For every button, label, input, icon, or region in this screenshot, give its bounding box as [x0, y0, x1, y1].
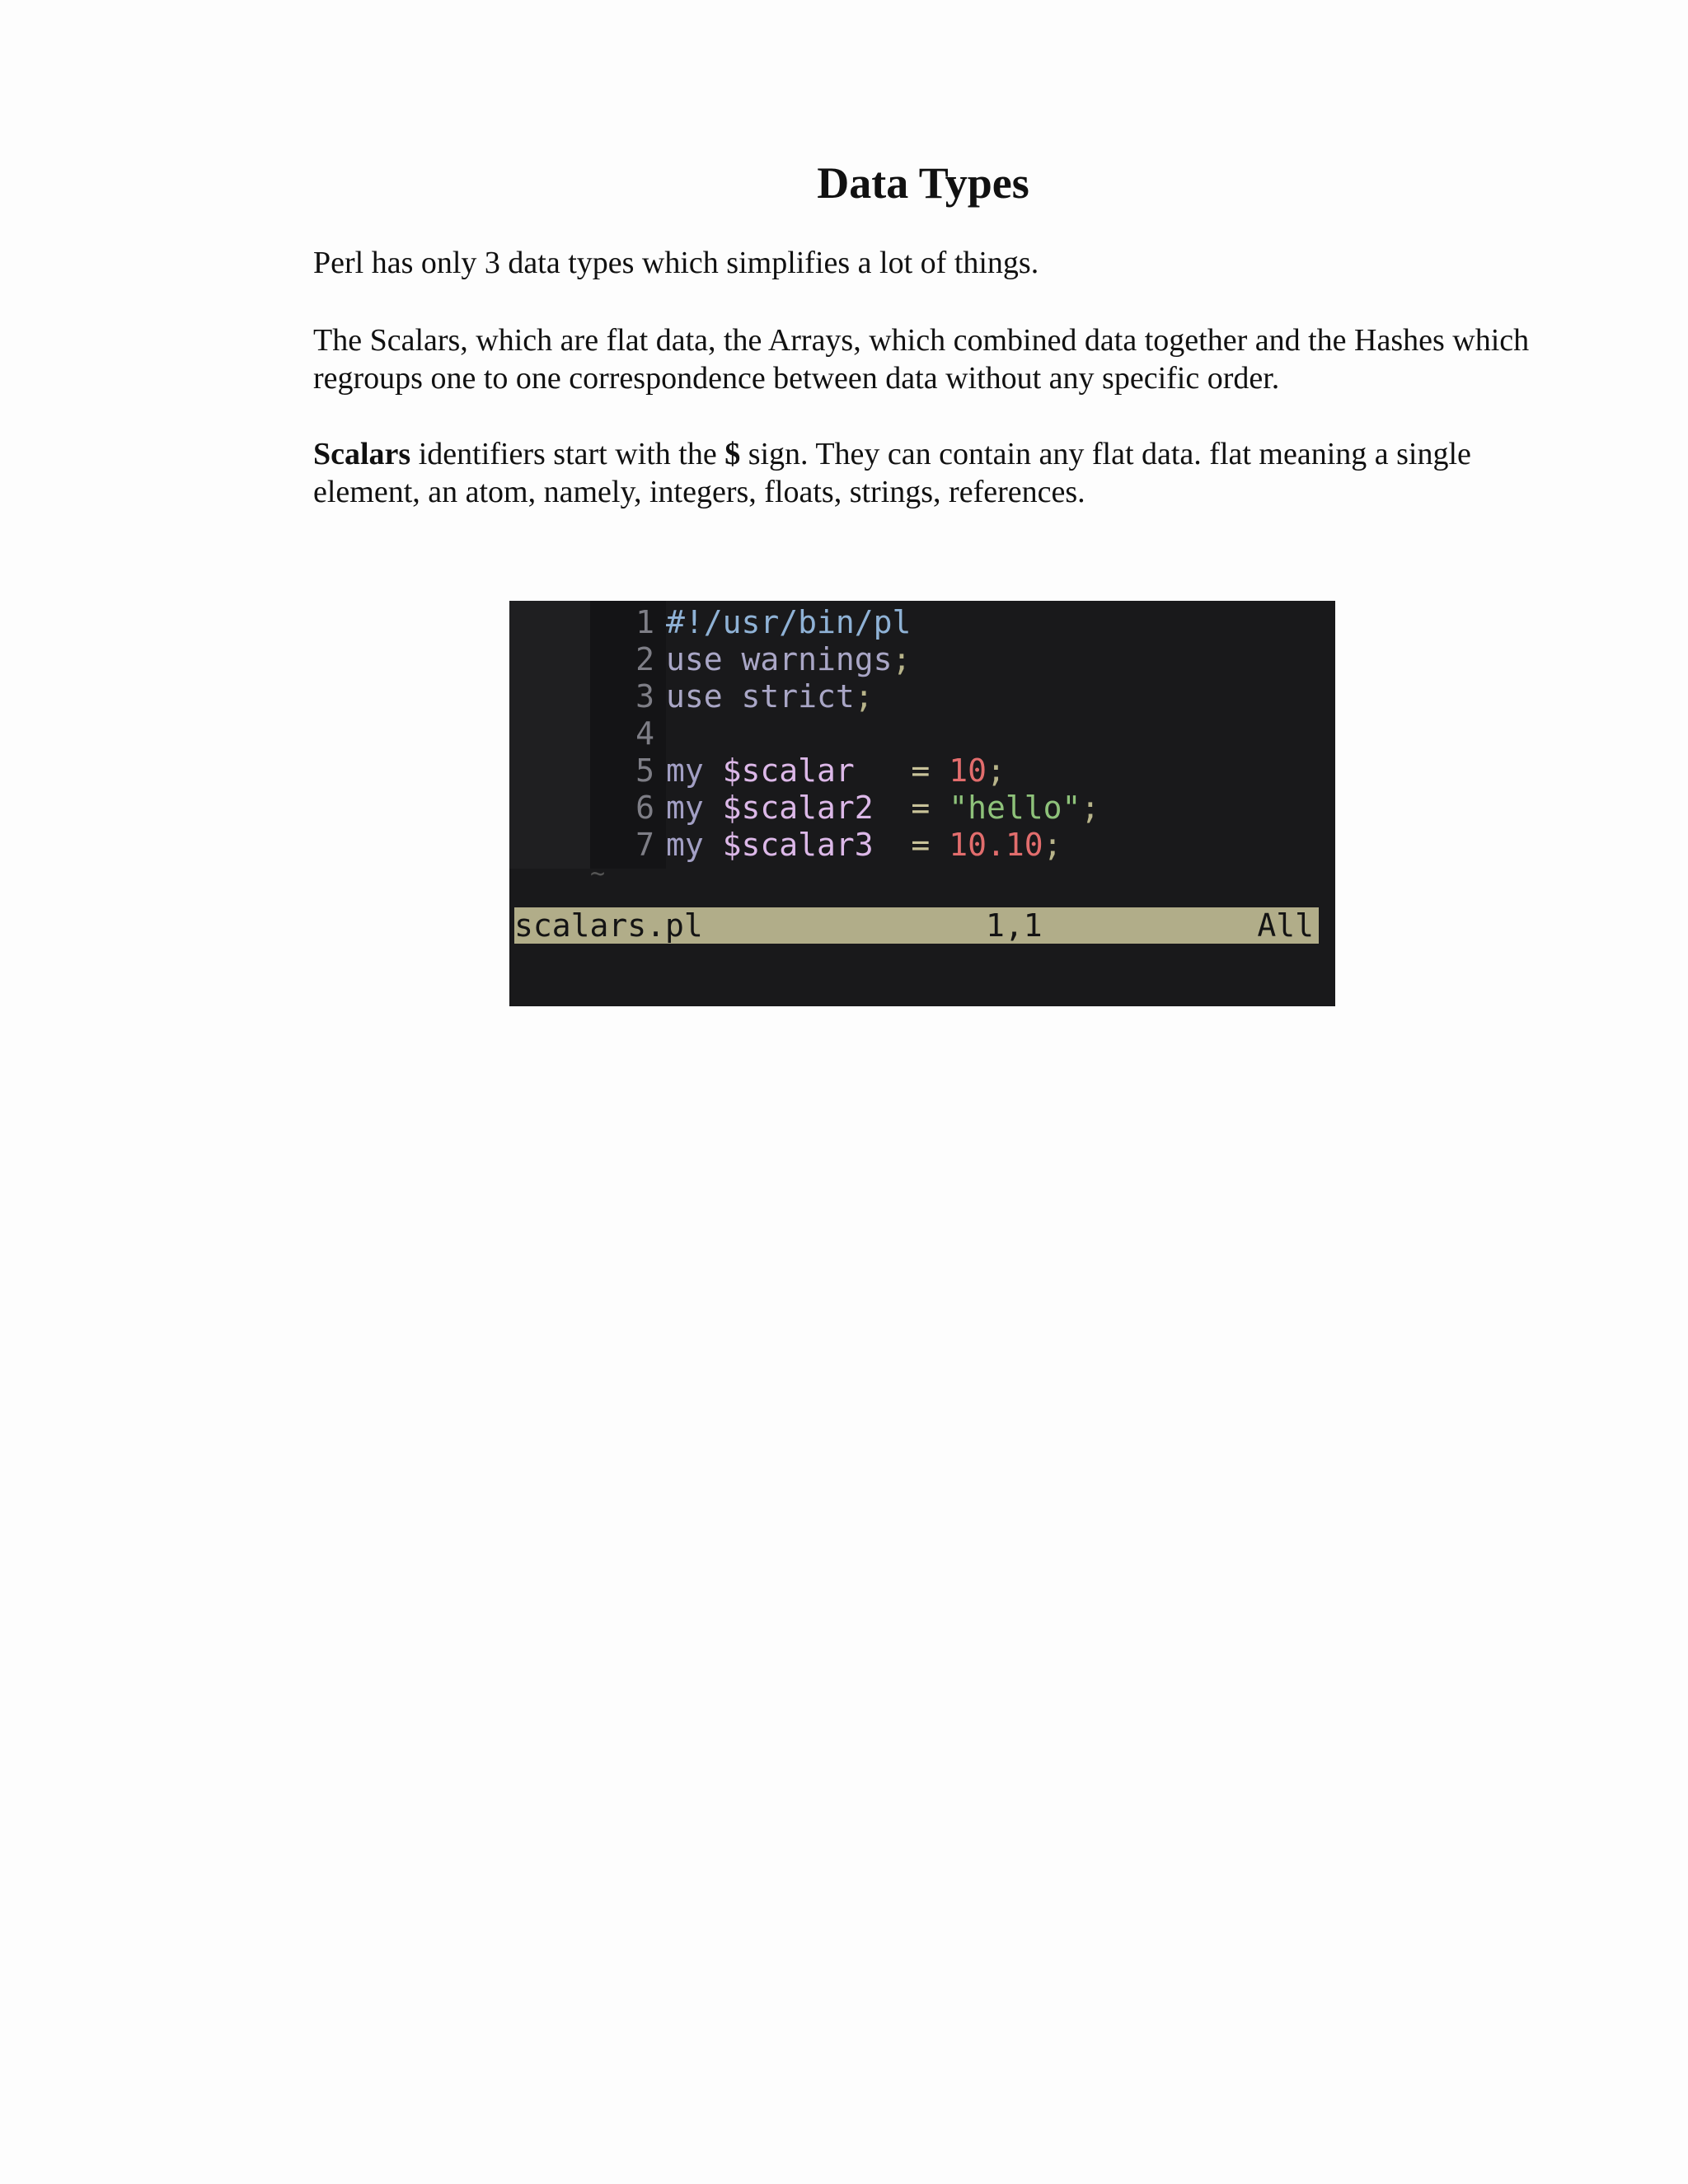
terminal-screenshot	[509, 601, 1335, 1006]
assign-op: =	[854, 752, 950, 789]
variable: $scalar	[722, 752, 855, 789]
use-statement: use warnings	[666, 641, 893, 677]
shebang: #!/usr/bin/pl	[666, 604, 912, 640]
semicolon: ;	[854, 678, 874, 715]
status-cursor-position: 1,1	[986, 907, 1043, 944]
variable: $scalar3	[722, 827, 874, 863]
code-line-6	[590, 790, 1100, 827]
keyword: my	[666, 827, 723, 863]
code-line-4	[590, 715, 666, 752]
page-title: Data Types	[817, 158, 1029, 208]
number-literal: 10.10	[949, 827, 1043, 863]
semicolon: ;	[1081, 790, 1100, 826]
semicolon: ;	[892, 641, 912, 677]
scalars-paragraph	[313, 435, 1533, 511]
scalars-text-2: sign. They can contain any flat data. flat meaning a single element, an atom, namely, integers, floats, strings, references.	[313, 437, 1471, 509]
assign-op: =	[873, 827, 950, 863]
line-number: 1	[635, 604, 654, 640]
line-number: 3	[635, 678, 654, 715]
keyword: my	[666, 752, 723, 789]
code-line-3	[590, 678, 874, 715]
semicolon: ;	[986, 752, 1006, 789]
use-statement: use strict	[666, 678, 855, 715]
code-line-2	[590, 641, 911, 678]
code-line-1	[590, 604, 911, 641]
line-number: 5	[635, 752, 654, 789]
keyword: my	[666, 790, 723, 826]
number-literal: 10	[949, 752, 987, 789]
semicolon: ;	[1043, 827, 1062, 863]
scalars-term: Scalars	[313, 437, 411, 471]
status-bar	[514, 907, 1319, 944]
status-scroll: All	[1257, 907, 1314, 944]
line-number: 7	[635, 827, 654, 863]
sign-column	[509, 601, 590, 869]
empty-line-marker: ~	[590, 860, 606, 888]
variable: $scalar2	[722, 790, 874, 826]
line-number: 2	[635, 641, 654, 677]
string-literal: "hello"	[949, 790, 1081, 826]
code-line-7	[590, 827, 1062, 864]
line-number: 6	[635, 790, 654, 826]
types-paragraph: The Scalars, which are flat data, the Arrays, which combined data together and the Hashes which regroups one to one correspondence between data without any specific order.	[313, 323, 1530, 396]
assign-op: =	[873, 790, 950, 826]
dollar-sign: $	[724, 437, 741, 471]
status-filename: scalars.pl	[514, 907, 703, 944]
intro-paragraph: Perl has only 3 data types which simplifies a lot of things.	[313, 246, 1039, 280]
scalars-text-1: identifiers start with the	[410, 437, 725, 471]
line-number: 4	[635, 715, 654, 752]
code-line-5	[590, 752, 1006, 790]
